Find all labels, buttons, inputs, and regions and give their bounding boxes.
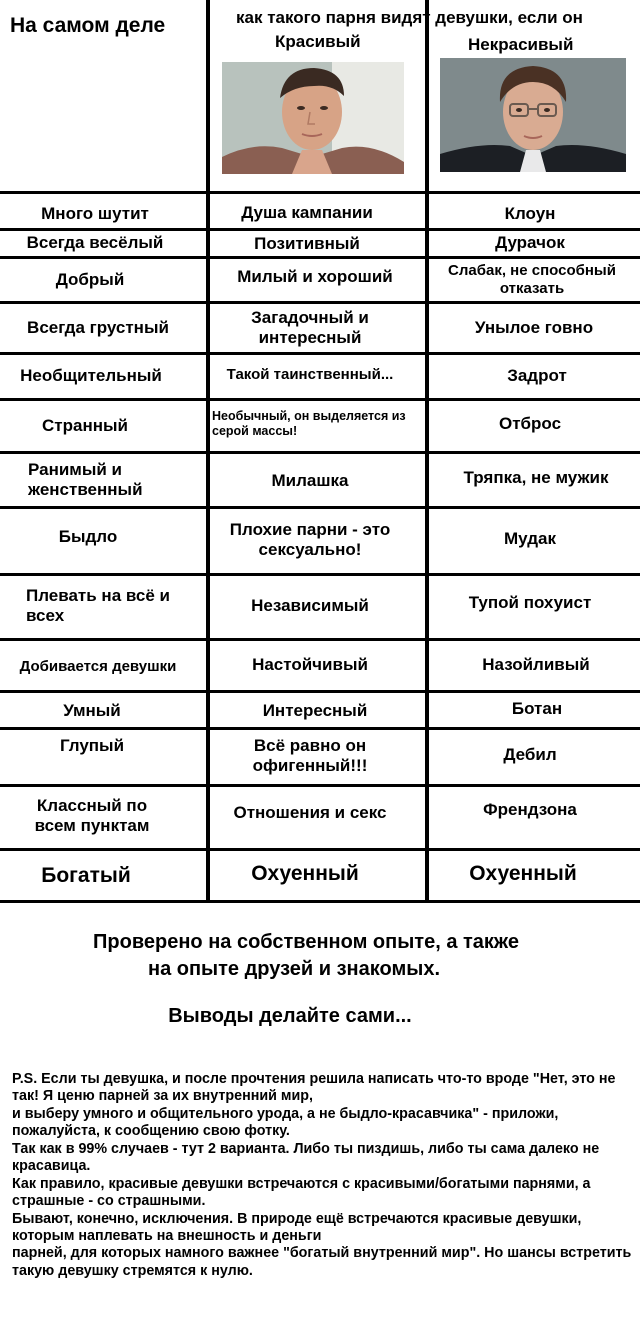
row-10-handsome: Настойчивый: [252, 654, 368, 674]
row-14-handsome: Охуенный: [251, 862, 359, 886]
row-10-ugly: Назойливый: [482, 654, 590, 674]
row-12-ugly: Дебил: [503, 744, 557, 764]
row-11-handsome: Интересный: [262, 700, 368, 720]
row-7-real: Ранимый и женственный: [28, 459, 143, 499]
row-divider: [0, 573, 640, 576]
ps-line-3: Так как в 99% случаев - тут 2 варианта. Либо ты пиздишь, либо ты сама далеко не красавица.: [12, 1140, 600, 1175]
row-3-handsome: Милый и хороший: [237, 266, 393, 286]
row-2-ugly: Дурачок: [495, 233, 565, 253]
row-6-real: Странный: [42, 415, 128, 435]
row-2-handsome: Позитивный: [254, 234, 360, 254]
row-4-ugly: Унылое говно: [474, 317, 594, 337]
row-1-handsome: Душа кампании: [241, 202, 373, 222]
row-11-ugly: Ботан: [511, 698, 563, 718]
row-4-handsome: Загадочный и интересный: [251, 307, 369, 347]
row-divider: [0, 784, 640, 787]
row-6-handsome: Необычный, он выделяется из серой массы!: [212, 409, 406, 438]
conclusion-line-1: Проверено на собственном опыте, а также: [93, 931, 519, 953]
row-divider: [0, 727, 640, 730]
row-5-handsome: Такой таинственный...: [226, 366, 394, 383]
conclusion-line-2: на опыте друзей и знакомых.: [147, 958, 441, 980]
row-divider: [0, 690, 640, 693]
top-caption: как такого парня видят девушки, если он: [236, 8, 583, 27]
row-7-ugly: Тряпка, не мужик: [463, 467, 609, 487]
row-2-real: Всегда весёлый: [26, 233, 164, 253]
unattractive-guy-photo: [440, 58, 626, 172]
row-9-real: Плевать на всё и всех: [26, 585, 170, 625]
row-12-real: Глупый: [59, 735, 125, 755]
row-5-real: Необщительный: [20, 366, 162, 386]
row-10-real: Добивается девушки: [19, 658, 177, 675]
row-8-handsome: Плохие парни - это сексуально!: [229, 519, 391, 559]
row-4-real: Всегда грустный: [27, 317, 169, 337]
conclusion-line-3: Выводы делайте сами...: [168, 1005, 412, 1027]
row-divider: [0, 191, 640, 194]
ps-line-2: и выберу умного и общительного урода, а не быдло-красавчика" - приложи, пожалуйста, к сообщению свою фотку.: [12, 1105, 559, 1140]
row-9-ugly: Тупой похуист: [468, 592, 592, 612]
row-3-ugly: Слабак, не способный отказать: [448, 262, 616, 297]
row-8-ugly: Мудак: [504, 528, 556, 548]
row-6-ugly: Отброс: [498, 413, 562, 433]
row-12-handsome: Всё равно он офигенный!!!: [252, 735, 368, 775]
row-13-ugly: Френдзона: [483, 799, 577, 819]
row-divider: [0, 848, 640, 851]
left-column-title: На самом деле: [10, 14, 166, 37]
ps-line-5: Бывают, конечно, исключения. В природе ещё встречаются красивые девушки, которым наплевать на внешность и деньги: [12, 1210, 582, 1244]
row-8-real: Быдло: [58, 526, 118, 546]
row-divider: [0, 900, 640, 903]
row-divider: [0, 638, 640, 641]
ugly-column-title: Некрасивый: [468, 35, 574, 54]
ps-line-6: парней, для которых намного важнее "богатый внутренний мир". Но шансы встретить такую девушку стремятся к нулю.: [12, 1245, 632, 1279]
row-13-handsome: Отношения и секс: [233, 802, 387, 822]
row-9-handsome: Независимый: [251, 595, 369, 615]
handsome-column-title: Красивый: [275, 32, 361, 51]
handsome-guy-photo: [222, 62, 404, 174]
row-14-real: Богатый: [41, 864, 131, 888]
row-1-real: Много шутит: [41, 203, 149, 223]
ps-line-1: P.S. Если ты девушка, и после прочтения решила написать что-то вроде "Нет, это не так! Я ценю парней за их внутренний мир,: [12, 1071, 616, 1105]
row-5-ugly: Задрот: [507, 366, 567, 386]
row-13-real: Классный по всем пунктам: [34, 795, 150, 835]
row-1-ugly: Клоун: [504, 203, 556, 223]
row-3-real: Добрый: [55, 269, 125, 289]
ps-paragraph: [12, 1071, 634, 1280]
row-14-ugly: Охуенный: [469, 862, 577, 886]
row-7-handsome: Милашка: [271, 470, 349, 490]
row-11-real: Умный: [63, 700, 121, 720]
ps-line-4: Как правило, красивые девушки встречаются с красивыми/богатыми парнями, а страшные - со страшными.: [12, 1175, 591, 1210]
